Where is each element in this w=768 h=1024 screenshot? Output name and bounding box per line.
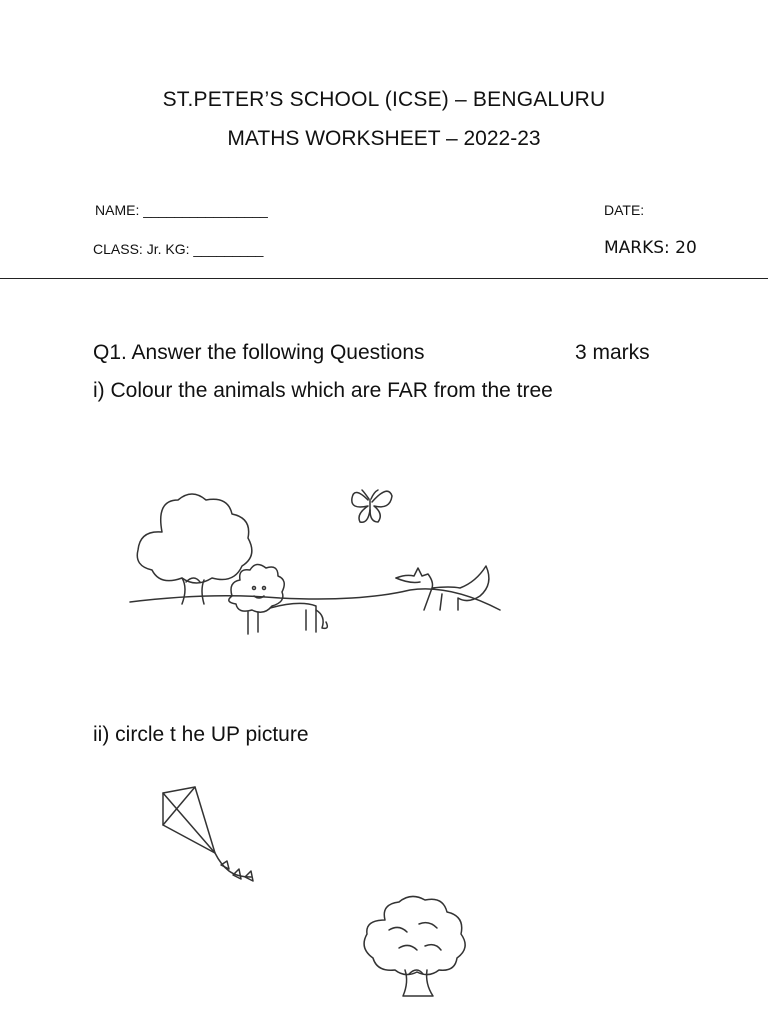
tree-icon <box>364 896 465 996</box>
class-field: CLASS: Jr. KG: _________ <box>93 241 264 257</box>
fox-icon <box>396 566 489 610</box>
date-field: DATE: <box>604 202 645 218</box>
butterfly-icon <box>352 490 392 522</box>
header-divider <box>0 278 768 279</box>
name-field: NAME: ________________ <box>95 202 268 218</box>
question-1-part-ii: ii) circle t he UP picture <box>93 723 309 746</box>
school-title: ST.PETER’S SCHOOL (ICSE) – BENGALURU <box>162 88 606 111</box>
kite-picture <box>155 785 265 890</box>
kite-icon <box>163 787 253 881</box>
question-1-part-i: i) Colour the animals which are FAR from the tree <box>93 379 553 402</box>
tree-icon <box>137 494 252 604</box>
far-scene-picture <box>120 470 520 650</box>
question-1-marks: 3 marks <box>575 341 650 364</box>
question-1-title: Q1. Answer the following Questions <box>93 341 425 364</box>
up-tree-picture <box>355 890 475 1005</box>
marks-total: MARKS: 20 <box>604 238 697 258</box>
worksheet-title: MATHS WORKSHEET – 2022-23 <box>227 127 541 150</box>
